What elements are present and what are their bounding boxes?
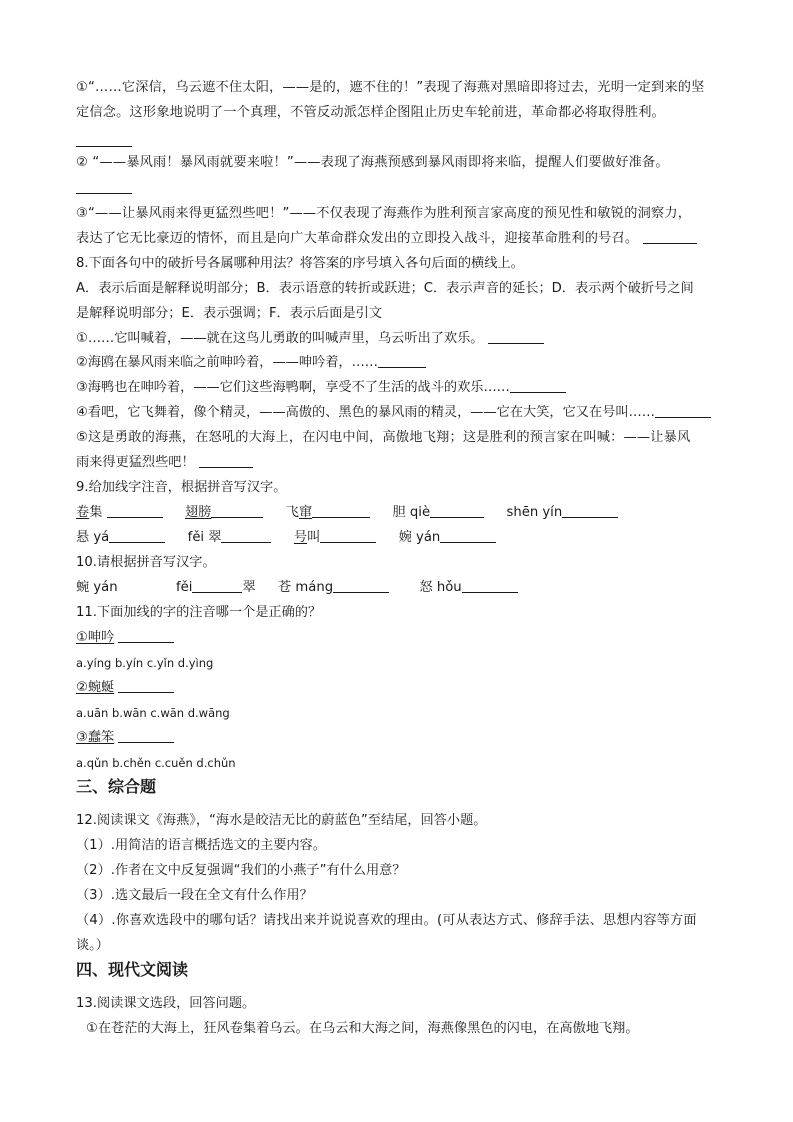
q11-item-1: ①呻吟 [76,629,726,647]
q12-sub-1: （1）.用简洁的语言概括选文的主要内容。 [76,838,326,853]
sentence-5b: 雨来得更猛烈些吧！ [76,454,726,472]
q9-blank-4[interactable] [430,504,484,518]
q9-blank-5[interactable] [562,504,618,518]
q12-sub-4b: 谈。） [76,938,109,953]
question-13: 13.阅读课文选段，回答问题。 [76,996,256,1011]
question-8-options-b: 是解释说明部分；E．表示强调；F．表示后面是引文 [76,306,383,321]
sentence-2: ②海鸥在暴风雨来临之前呻吟着，——呻吟着，…… [76,354,726,372]
q11-item-2: ②蜿蜒 [76,679,726,697]
question-10: 10.请根据拼音写汉字。 [76,555,216,570]
question-11: 11.下面加线的字的注音哪一个是正确的？ [76,605,322,620]
q12-sub-4a: （4）.你喜欢选段中的哪句话？请找出来并说说喜欢的理由。(可从表达方式、修辞手法、思想内容等方面 [76,913,697,928]
q9-blank-2[interactable] [211,504,263,518]
sentence-1: ①……它叫喊着，——就在这鸟儿勇敢的叫喊声里，乌云听出了欢乐。 [76,330,726,348]
q9-blank-8[interactable] [320,529,376,543]
sentence-1-blank[interactable] [488,330,544,344]
question-10-row: 蜿 yán fěi 翠 苍 máng 怒 hǒu [76,579,726,597]
q10-blank-4[interactable] [462,579,518,593]
q10-blank-3[interactable] [333,579,389,593]
answer-blank-3[interactable] [643,230,697,244]
question-8: 8.下面各句中的破折号各属哪种用法？将答案的序号填入各句后面的横线上。 [76,256,524,271]
sentence-4-blank[interactable] [655,404,711,418]
q11-options-1: a.yíng b.yín c.yǐn d.yìng [76,656,214,670]
q12-sub-3: （3）.选文最后一段在全文有什么作用？ [76,888,313,903]
sentence-4: ④看吧，它飞舞着，像个精灵，——高傲的、黑色的暴风雨的精灵，——它在大笑，它又在号叫…… [76,404,726,422]
section-3-heading: 三、综合题 [76,777,157,796]
q13-paragraph-1: ①在苍茫的大海上，狂风卷集着乌云。在乌云和大海之间，海燕像黑色的闪电，在高傲地飞翔。 [86,1021,639,1036]
q12-sub-2: （2）.作者在文中反复强调“我们的小燕子”有什么用意？ [76,863,406,878]
answer-blank-1[interactable] [76,146,132,147]
q11-options-2: a.uān b.wān c.wān d.wāng [76,706,230,720]
question-9-row-2: 悬 yá fěi 翠 号叫 婉 yán [76,529,726,547]
question-12: 12.阅读课文《海燕》，“海水是皎洁无比的蔚蓝色”至结尾，回答小题。 [76,813,487,828]
q11-blank-1[interactable] [118,629,174,643]
answer-line-5: 表达了它无比豪迈的情怀，而且是向广大革命群众发出的立即投入战斗，迎接革命胜利的号召。 [76,230,726,248]
sentence-2-blank[interactable] [378,354,426,368]
q11-item-3: ③蠢笨 [76,729,726,747]
q11-blank-2[interactable] [118,679,174,693]
sentence-5a: ⑤这是勇敢的海燕，在怒吼的大海上，在闪电中间，高傲地飞翔；这是胜利的预言家在叫喊：——让暴风 [76,430,691,445]
answer-line-4: ③“——让暴风雨来得更猛烈些吧！”——不仅表现了海燕作为胜利预言家高度的预见性和敏锐的洞察力， [76,206,692,221]
question-9: 9.给加线字注音，根据拼音写汉字。 [76,480,287,495]
question-8-options-a: A．表示后面是解释说明部分；B．表示语意的转折或跃进；C．表示声音的延长；D．表示两个破折号之间 [76,281,694,296]
section-4-heading: 四、现代文阅读 [76,960,189,979]
answer-line-1: ①“……它深信，乌云遮不住太阳，——是的，遮不住的！”表现了海燕对黑暗即将过去，光明一定到来的坚 [76,80,705,95]
answer-line-3: ② “——暴风雨！暴风雨就要来啦！”——表现了海燕预感到暴风雨即将来临，提醒人们要做好准备。 [76,155,669,170]
answer-line-2: 定信念。这形象地说明了一个真理，不管反动派怎样企图阻止历史车轮前进，革命都必将取得胜利。 [76,105,666,120]
q10-blank-2[interactable] [192,579,242,593]
answer-blank-2[interactable] [76,193,132,194]
question-9-row-1: 卷集 翅膀 飞窜 胆 qiè shēn yín [76,504,726,522]
sentence-3-blank[interactable] [510,379,566,393]
q11-blank-3[interactable] [118,729,174,743]
sentence-3: ③海鸭也在呻吟着，——它们这些海鸭啊，享受不了生活的战斗的欢乐…… [76,379,726,397]
q9-blank-3[interactable] [312,504,370,518]
q9-blank-1[interactable] [107,504,163,518]
sentence-5-blank[interactable] [199,454,253,468]
q9-blank-6[interactable] [109,529,165,543]
q9-blank-7[interactable] [221,529,271,543]
q11-options-3: a.qǔn b.chěn c.cuěn d.chǔn [76,756,236,770]
q9-blank-9[interactable] [440,529,496,543]
